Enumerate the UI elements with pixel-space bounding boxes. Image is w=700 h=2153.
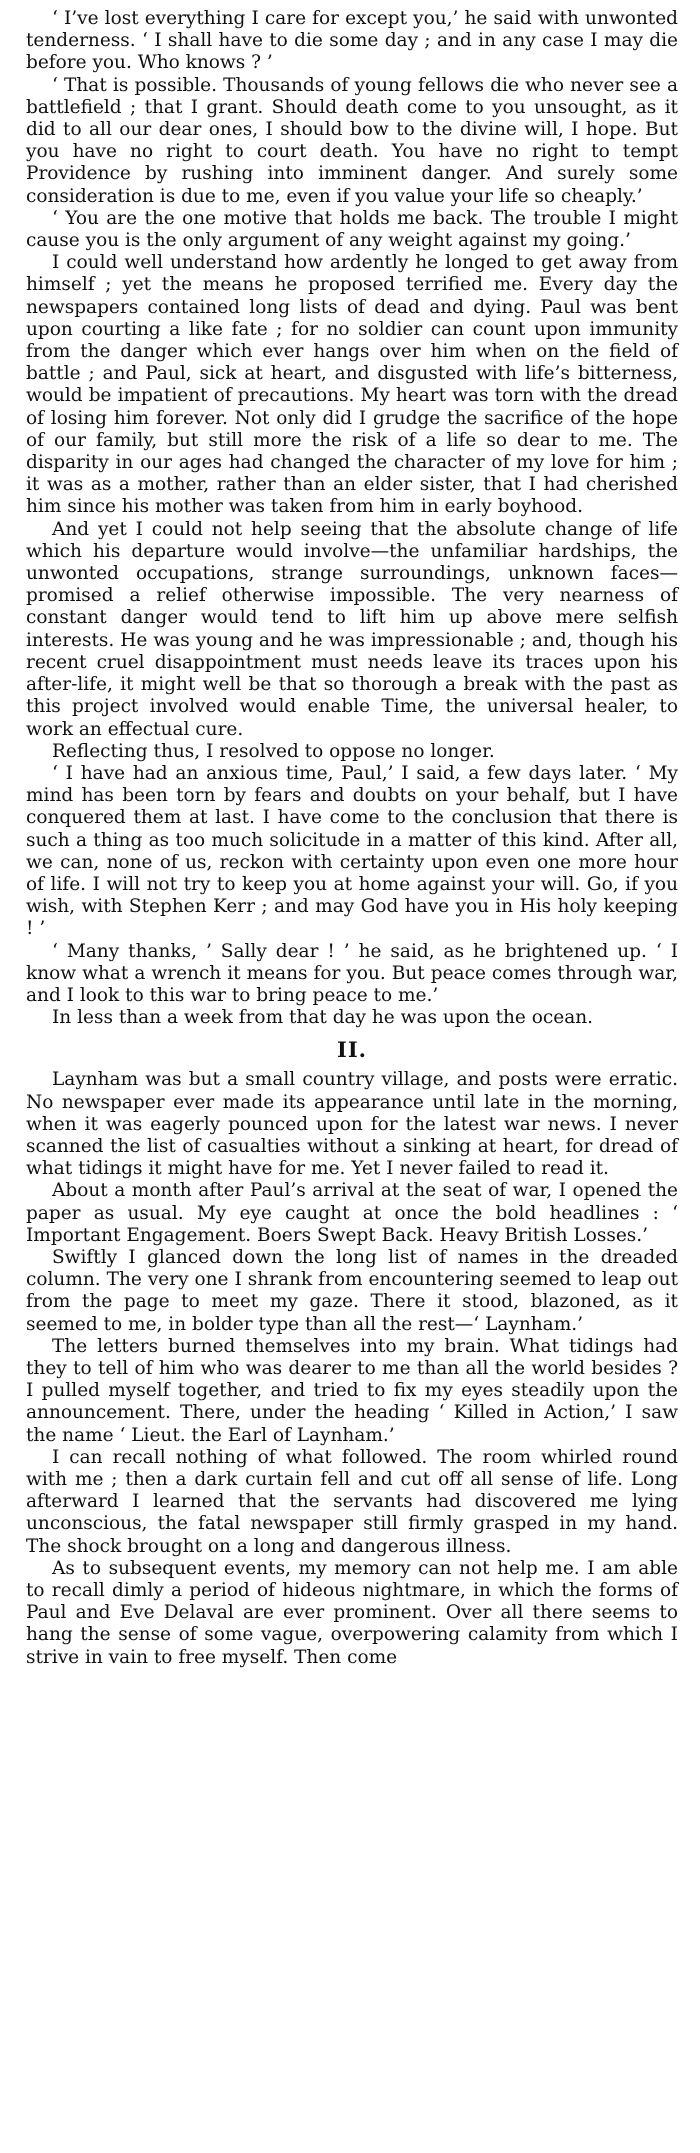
paragraph: ‘ I’ve lost everything I care for except you,’ he said with unwonted tenderness. ‘ I shall have to die some day ; and in any case I may die before you. Who knows ? ’ bbox=[26, 8, 678, 74]
paragraph: As to subsequent events, my memory can not help me. I am able to recall dimly a period of hideous nightmare, in which the forms of Paul and Eve Delaval are ever prominent. Over all there seems to hang the sense of some vague, overpowering calamity from which I strive in vain to free myself. Then come bbox=[26, 1557, 678, 1668]
paragraph: In less than a week from that day he was upon the ocean. bbox=[52, 1007, 594, 1029]
paragraph: And yet I could not help seeing that the absolute change of life which his departure would involve—the unfamiliar hardships, the unwonted occupations, strange surroundings, unknown faces—promised a relief otherwise impossible. The very nearness of constant danger would tend to lift him up above mere selfish interests. He was young and he was impressionable ; and, though his recent cruel disappointment must needs leave its traces upon his after-life, it might well be that so thorough a break with the past as this project involved would enable Time, the universal healer, to work an effectual cure. bbox=[26, 518, 678, 740]
paragraph: I could well understand how ardently he longed to get away from himself ; yet the means he proposed terrified me. Every day the newspapers contained long lists of dead and dying. Paul was bent upon courting a like fate ; for no soldier can count upon immunity from the danger which ever hangs over him when on the field of battle ; and Paul, sick at heart, and disgusted with life’s bitterness, would be impatient of precautions. My heart was torn with the dread of losing him forever. Not only did I grudge the sacrifice of the hope of our family, but still more the risk of a life so dear to me. The disparity in our ages had changed the character of my love for him ; it was as a mother, rather than an elder sister, that I had cherished him since his mother was taken from him in early boyhood. bbox=[26, 252, 678, 518]
section-heading: II. bbox=[337, 1037, 367, 1063]
paragraph: I can recall nothing of what followed. The room whirled round with me ; then a dark curtain fell and cut off all sense of life. Long afterward I learned that the servants had discovered me lying unconscious, the fatal newspaper still firmly grasped in my hand. The shock brought on a long and dangerous illness. bbox=[26, 1446, 678, 1557]
paragraph: Swiftly I glanced down the long list of names in the dreaded column. The very one I shrank from encountering seemed to leap out from the page to meet my gaze. There it stood, blazoned, as it seemed to me, in bolder type than all the rest—‘ Laynham.’ bbox=[26, 1246, 678, 1335]
paragraph: ‘ Many thanks, ’ Sally dear ! ’ he said, as he brightened up. ‘ I know what a wrench it means for you. But peace comes through war, and I look to this war to bring peace to me.’ bbox=[26, 940, 678, 1006]
paragraph: About a month after Paul’s arrival at the seat of war, I opened the paper as usual. My eye caught at once the bold headlines : ‘ Important Engagement. Boers Swept Back. Heavy British Losses.’ bbox=[26, 1180, 678, 1246]
paragraph: ‘ That is possible. Thousands of young fellows die who never see a battlefield ; that I grant. Should death come to you unsought, as it did to all our dear ones, I should bow to the divine will, I hope. But you have no right to court death. You have no right to tempt Providence by rushing into imminent danger. And surely some consideration is due to me, even if you value your life so cheaply.’ bbox=[26, 74, 678, 207]
paragraph: ‘ I have had an anxious time, Paul,’ I said, a few days later. ‘ My mind has been torn by fears and doubts on your behalf, but I have conquered them at last. I have come to the conclusion that there is such a thing as too much solicitude in a matter of this kind. After all, we can, none of us, reckon with certainty upon even one more hour of life. I will not try to keep you at home against your will. Go, if you wish, with Stephen Kerr ; and may God have you in His holy keeping ! ’ bbox=[26, 762, 678, 940]
paragraph: The letters burned themselves into my brain. What tidings had they to tell of him who was dearer to me than all the world besides ? I pulled myself together, and tried to fix my eyes steadily upon the announcement. There, under the heading ‘ Killed in Action,’ I saw the name ‘ Lieut. the Earl of Laynham.’ bbox=[26, 1335, 678, 1446]
paragraph: ‘ You are the one motive that holds me back. The trouble I might cause you is the only argument of any weight against my going.’ bbox=[26, 207, 678, 252]
paragraph: Reflecting thus, I resolved to oppose no longer. bbox=[52, 740, 495, 762]
paragraph: Laynham was but a small country village, and posts were erratic. No newspaper ever made its appearance until late in the morning, when it was eagerly pounced upon for the latest war news. I never scanned the list of casualties without a sinking at heart, for dread of what tidings it might have for me. Yet I never failed to read it. bbox=[26, 1069, 678, 1180]
